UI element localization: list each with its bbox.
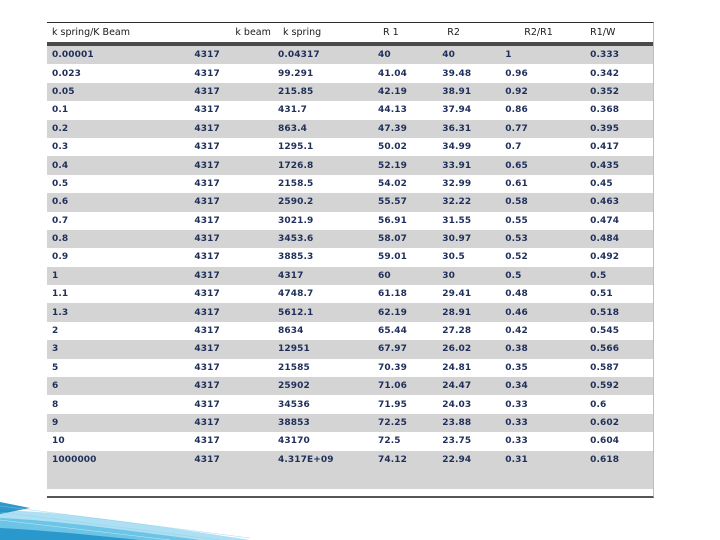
cell-kbeam: 4317 (189, 138, 273, 156)
cell-r2-r1: 0.92 (500, 83, 585, 101)
header-r1: R 1 (383, 27, 399, 38)
header-kspring-kbeam: k spring/K Beam (52, 27, 130, 38)
cell-r2-r1: 0.33 (500, 414, 585, 432)
cell-r1: 61.18 (373, 285, 437, 303)
cell-r1: 71.95 (373, 395, 437, 413)
cell-kspring: 215.85 (273, 83, 373, 101)
cell-r1-w: 0.474 (585, 212, 653, 230)
cell-kbeam: 4317 (189, 303, 273, 321)
cell-r2: 26.02 (437, 340, 500, 358)
cell-r1-w: 0.417 (585, 138, 653, 156)
cell-kbeam: 4317 (189, 451, 273, 469)
cell-r1-w: 0.492 (585, 248, 653, 266)
cell-kspring: 863.4 (273, 120, 373, 138)
cell-kspring: 1295.1 (273, 138, 373, 156)
cell-r1-w: 0.352 (585, 83, 653, 101)
footer-cell (373, 469, 437, 489)
table-row (47, 101, 653, 119)
table-row (47, 44, 653, 64)
cell-r1-w: 0.604 (585, 432, 653, 450)
table-row (47, 359, 653, 377)
cell-kspring: 2158.5 (273, 175, 373, 193)
cell-kbeam: 4317 (189, 101, 273, 119)
cell-kspring-kbeam: 10 (47, 432, 189, 450)
cell-r1-w: 0.484 (585, 230, 653, 248)
cell-kspring-kbeam: 1 (47, 267, 189, 285)
cell-kspring-kbeam: 0.00001 (47, 44, 189, 64)
cell-kspring-kbeam: 0.05 (47, 83, 189, 101)
cell-r1: 60 (373, 267, 437, 285)
header-r1-w: R1/W (590, 27, 616, 38)
cell-kspring-kbeam: 1.1 (47, 285, 189, 303)
cell-r1-w: 0.618 (585, 451, 653, 469)
cell-r2: 27.28 (437, 322, 500, 340)
table-row (47, 303, 653, 321)
cell-r2: 30 (437, 267, 500, 285)
cell-r2-r1: 0.77 (500, 120, 585, 138)
table-row (47, 230, 653, 248)
cell-r2-r1: 1 (500, 44, 585, 64)
table-row (47, 267, 653, 285)
cell-r1: 50.02 (373, 138, 437, 156)
cell-kspring: 38853 (273, 414, 373, 432)
cell-kspring: 2590.2 (273, 193, 373, 211)
cell-r1-w: 0.545 (585, 322, 653, 340)
cell-r2-r1: 0.46 (500, 303, 585, 321)
table-row (47, 414, 653, 432)
table-row (47, 64, 653, 82)
cell-r1-w: 0.6 (585, 395, 653, 413)
cell-r2: 24.47 (437, 377, 500, 395)
table-row (47, 285, 653, 303)
cell-kspring: 4748.7 (273, 285, 373, 303)
corner-decoration-graphic (0, 450, 250, 540)
header-r2-r1: R2/R1 (524, 27, 553, 38)
cell-kbeam: 4317 (189, 395, 273, 413)
cell-kspring: 4.317E+09 (273, 451, 373, 469)
cell-r1-w: 0.518 (585, 303, 653, 321)
cell-r1: 42.19 (373, 83, 437, 101)
cell-kspring: 99.291 (273, 64, 373, 82)
cell-r2-r1: 0.96 (500, 64, 585, 82)
cell-r1-w: 0.435 (585, 156, 653, 174)
cell-kspring-kbeam: 6 (47, 377, 189, 395)
cell-r2: 29.41 (437, 285, 500, 303)
cell-kspring: 21585 (273, 359, 373, 377)
cell-kspring: 3021.9 (273, 212, 373, 230)
table-row (47, 120, 653, 138)
cell-r1: 65.44 (373, 322, 437, 340)
cell-kspring: 43170 (273, 432, 373, 450)
cell-r1-w: 0.333 (585, 44, 653, 64)
cell-r1: 72.25 (373, 414, 437, 432)
cell-r2: 32.99 (437, 175, 500, 193)
cell-kspring: 5612.1 (273, 303, 373, 321)
cell-r2: 23.88 (437, 414, 500, 432)
cell-kspring: 3453.6 (273, 230, 373, 248)
header-kspring: k spring (283, 27, 322, 38)
cell-r1: 54.02 (373, 175, 437, 193)
cell-kspring: 8634 (273, 322, 373, 340)
cell-r1: 52.19 (373, 156, 437, 174)
header-kbeam: k beam (235, 27, 271, 38)
cell-kbeam: 4317 (189, 120, 273, 138)
cell-r2: 23.75 (437, 432, 500, 450)
cell-r2: 22.94 (437, 451, 500, 469)
cell-kbeam: 4317 (189, 267, 273, 285)
cell-kbeam: 4317 (189, 175, 273, 193)
cell-kbeam: 4317 (189, 340, 273, 358)
cell-kbeam: 4317 (189, 64, 273, 82)
table-row (47, 377, 653, 395)
cell-r1: 59.01 (373, 248, 437, 266)
cell-kspring-kbeam: 0.8 (47, 230, 189, 248)
cell-kspring-kbeam: 0.1 (47, 101, 189, 119)
cell-kbeam: 4317 (189, 230, 273, 248)
cell-r2: 36.31 (437, 120, 500, 138)
cell-r1-w: 0.566 (585, 340, 653, 358)
cell-kspring: 0.04317 (273, 44, 373, 64)
cell-r2: 30.97 (437, 230, 500, 248)
cell-kbeam: 4317 (189, 212, 273, 230)
cell-r1: 55.57 (373, 193, 437, 211)
cell-kspring: 431.7 (273, 101, 373, 119)
cell-r2-r1: 0.31 (500, 451, 585, 469)
cell-r2-r1: 0.53 (500, 230, 585, 248)
table-row (47, 395, 653, 413)
cell-kbeam: 4317 (189, 285, 273, 303)
cell-r2: 38.91 (437, 83, 500, 101)
cell-kbeam: 4317 (189, 414, 273, 432)
footer-cell (585, 469, 653, 489)
cell-kbeam: 4317 (189, 83, 273, 101)
cell-kspring-kbeam: 0.9 (47, 248, 189, 266)
cell-r1-w: 0.395 (585, 120, 653, 138)
table-row (47, 322, 653, 340)
cell-kspring-kbeam: 1000000 (47, 451, 189, 469)
cell-r1: 40 (373, 44, 437, 64)
cell-kbeam: 4317 (189, 322, 273, 340)
cell-kspring-kbeam: 0.3 (47, 138, 189, 156)
cell-kspring-kbeam: 2 (47, 322, 189, 340)
cell-r1-w: 0.463 (585, 193, 653, 211)
cell-kspring-kbeam: 0.5 (47, 175, 189, 193)
cell-r2: 39.48 (437, 64, 500, 82)
cell-r2-r1: 0.65 (500, 156, 585, 174)
cell-r1: 67.97 (373, 340, 437, 358)
table-row (47, 340, 653, 358)
cell-r1: 44.13 (373, 101, 437, 119)
cell-r2-r1: 0.34 (500, 377, 585, 395)
cell-kbeam: 4317 (189, 44, 273, 64)
cell-r2: 37.94 (437, 101, 500, 119)
header-row (47, 23, 653, 44)
cell-kbeam: 4317 (189, 248, 273, 266)
cell-kspring-kbeam: 0.2 (47, 120, 189, 138)
table-row (47, 212, 653, 230)
cell-r1: 41.04 (373, 64, 437, 82)
cell-kspring-kbeam: 0.4 (47, 156, 189, 174)
cell-r2: 32.22 (437, 193, 500, 211)
cell-r2: 28.91 (437, 303, 500, 321)
footer-cell (500, 469, 585, 489)
cell-r1: 58.07 (373, 230, 437, 248)
data-table-container (47, 22, 654, 498)
table-body (47, 44, 653, 489)
cell-kbeam: 4317 (189, 432, 273, 450)
cell-r1: 74.12 (373, 451, 437, 469)
table-row (47, 248, 653, 266)
cell-kspring: 34536 (273, 395, 373, 413)
cell-r1-w: 0.602 (585, 414, 653, 432)
cell-r1: 62.19 (373, 303, 437, 321)
cell-kspring-kbeam: 0.6 (47, 193, 189, 211)
cell-kspring: 4317 (273, 267, 373, 285)
cell-r1-w: 0.587 (585, 359, 653, 377)
cell-kspring-kbeam: 0.023 (47, 64, 189, 82)
table-row (47, 138, 653, 156)
cell-kspring-kbeam: 8 (47, 395, 189, 413)
cell-r1-w: 0.45 (585, 175, 653, 193)
cell-r2: 34.99 (437, 138, 500, 156)
cell-r2-r1: 0.42 (500, 322, 585, 340)
cell-r2-r1: 0.35 (500, 359, 585, 377)
cell-r2-r1: 0.38 (500, 340, 585, 358)
cell-r2-r1: 0.7 (500, 138, 585, 156)
cell-r2-r1: 0.58 (500, 193, 585, 211)
cell-r1: 71.06 (373, 377, 437, 395)
table-row (47, 83, 653, 101)
cell-r1-w: 0.368 (585, 101, 653, 119)
header-r2: R2 (447, 27, 460, 38)
cell-r1-w: 0.51 (585, 285, 653, 303)
cell-kspring-kbeam: 0.7 (47, 212, 189, 230)
table-row (47, 156, 653, 174)
results-table (47, 23, 653, 489)
cell-r2-r1: 0.48 (500, 285, 585, 303)
footer-cell (437, 469, 500, 489)
cell-r2-r1: 0.33 (500, 395, 585, 413)
cell-r2-r1: 0.5 (500, 267, 585, 285)
cell-kspring-kbeam: 5 (47, 359, 189, 377)
cell-r2: 33.91 (437, 156, 500, 174)
cell-r2: 30.5 (437, 248, 500, 266)
cell-r1: 56.91 (373, 212, 437, 230)
cell-r2: 24.03 (437, 395, 500, 413)
cell-r1-w: 0.342 (585, 64, 653, 82)
cell-r1: 72.5 (373, 432, 437, 450)
cell-kbeam: 4317 (189, 193, 273, 211)
cell-r1-w: 0.592 (585, 377, 653, 395)
cell-r2-r1: 0.52 (500, 248, 585, 266)
table-row (47, 432, 653, 450)
cell-r2: 31.55 (437, 212, 500, 230)
cell-kbeam: 4317 (189, 377, 273, 395)
cell-r2-r1: 0.86 (500, 101, 585, 119)
table-row (47, 175, 653, 193)
cell-r1: 47.39 (373, 120, 437, 138)
cell-kspring-kbeam: 3 (47, 340, 189, 358)
cell-kspring-kbeam: 9 (47, 414, 189, 432)
cell-r1-w: 0.5 (585, 267, 653, 285)
cell-r2-r1: 0.55 (500, 212, 585, 230)
cell-kspring: 25902 (273, 377, 373, 395)
cell-r2-r1: 0.61 (500, 175, 585, 193)
cell-kspring: 3885.3 (273, 248, 373, 266)
cell-r2: 24.81 (437, 359, 500, 377)
cell-kspring-kbeam: 1.3 (47, 303, 189, 321)
cell-r2-r1: 0.33 (500, 432, 585, 450)
cell-kspring: 12951 (273, 340, 373, 358)
cell-kspring: 1726.8 (273, 156, 373, 174)
cell-r1: 70.39 (373, 359, 437, 377)
cell-kbeam: 4317 (189, 156, 273, 174)
cell-r2: 40 (437, 44, 500, 64)
table-row (47, 193, 653, 211)
footer-cell (273, 469, 373, 489)
cell-kbeam: 4317 (189, 359, 273, 377)
